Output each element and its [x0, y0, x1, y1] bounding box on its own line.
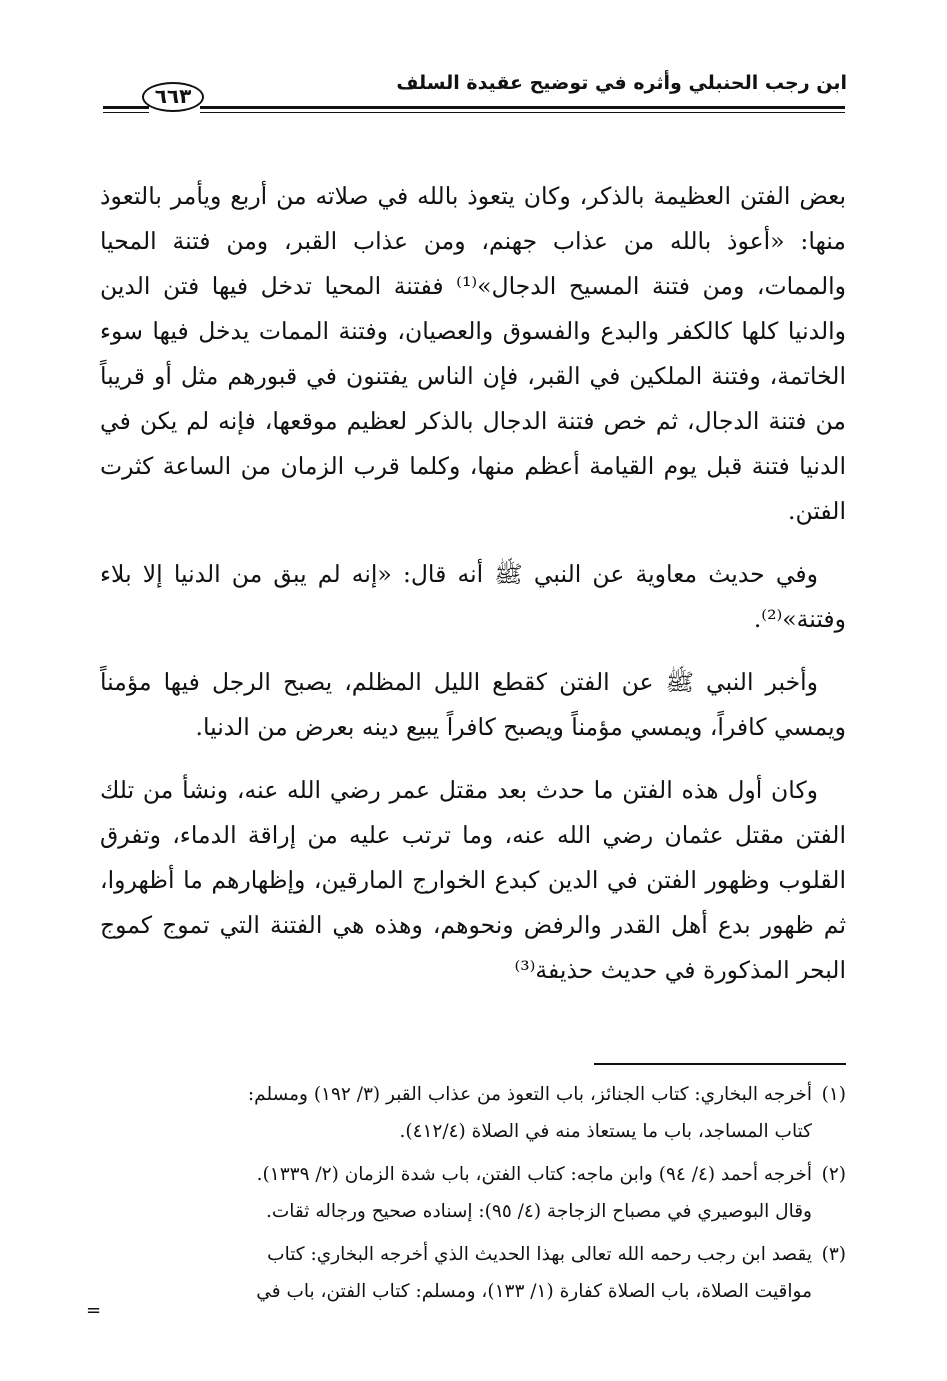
footnote-2 [100, 1156, 846, 1230]
main-text [100, 174, 846, 1011]
paragraph-3: وأخبر النبي ﷺ عن الفتن كقطع الليل المظلم، يصبح الرجل فيها مؤمناً ويمسي كافراً، ويمسي مؤمناً ويصبح كافراً يبيع دينه بعرض من الدنيا. [100, 668, 846, 741]
footnote-line: وقال البوصيري في مصباح الزجاجة (٤/ ٩٥): إسناده صحيح ورجاله ثقات. [266, 1201, 812, 1222]
footnote-text [100, 1236, 812, 1310]
footnote-line: أخرجه البخاري: كتاب الجنائز، باب التعوذ من عذاب القبر (٣/ ١٩٢) ومسلم: [247, 1084, 812, 1105]
footnote-number: (٢) [821, 1164, 846, 1185]
header-rule-left [103, 106, 149, 113]
footnote-text [100, 1156, 812, 1230]
footnote-3 [100, 1236, 846, 1310]
paragraph-1: بعض الفتن العظيمة بالذكر، وكان يتعوذ بالله في صلاته من أربع ويأمر بالتعوذ منها: «أعوذ بالله من عذاب جهنم، ومن عذاب القبر، ومن فتنة المحيا والممات، ومن فتنة المسيح الدجال»⁽¹⁾ ففتنة المحيا تدخل فيها فتن الدين والدنيا كلها كالكفر والبدع والفسوق والعصيان، وفتنة الممات يدخل فيها سوء الخاتمة، وفتنة الملكين في القبر، فإن الناس يفتنون في قبورهم مثل أو قريباً من فتنة الدجال، ثم خص فتنة الدجال بالذكر لعظيم موقعها، فإنه لم يكن في الدنيا فتنة قبل يوم القيامة أعظم منها، وكلما قرب الزمان من الساعة كثرت الفتن. [100, 182, 847, 525]
footnote-line: كتاب المساجد، باب ما يستعاذ منه في الصلاة (٤١٢/٤). [399, 1121, 812, 1142]
footnote-number: (١) [821, 1084, 846, 1105]
running-title: ابن رجب الحنبلي وأثره في توضيح عقيدة السلف [396, 72, 847, 94]
page-number: ٦٦٣ [142, 82, 204, 112]
paragraph-2: وفي حديث معاوية عن النبي ﷺ أنه قال: «إنه لم يبق من الدنيا إلا بلاء وفتنة»⁽²⁾. [100, 560, 846, 633]
paragraph-4: وكان أول هذه الفتن ما حدث بعد مقتل عمر رضي الله عنه، ونشأ من تلك الفتن مقتل عثمان رضي الله عنه، وما ترتب عليه من إراقة الدماء، وتفرق القلوب وظهور الفتن في الدين كبدع الخوارج المارقين، وإظهارهم ما أظهروا، ثم ظهور بدع أهل القدر والرفض ونحوهم، وهذه هي الفتنة التي تموج كموج البحر المذكورة في حديث حذيفة⁽³⁾ [100, 776, 846, 984]
footnotes [100, 1076, 846, 1316]
footnote-line: مواقيت الصلاة، باب الصلاة كفارة (١/ ١٣٣)، ومسلم: كتاب الفتن، باب في [256, 1281, 812, 1302]
footnote-text [100, 1076, 812, 1150]
footnote-separator [594, 1063, 846, 1065]
footnote-number: (٣) [821, 1244, 846, 1265]
continuation-mark: = [86, 1300, 102, 1321]
footnote-1 [100, 1076, 846, 1150]
header-rule [200, 106, 845, 113]
footnote-line: يقصد ابن رجب رحمه الله تعالى بهذا الحديث الذي أخرجه البخاري: كتاب [267, 1244, 812, 1265]
footnote-line: أخرجه أحمد (٤/ ٩٤) وابن ماجه: كتاب الفتن، باب شدة الزمان (٢/ ١٣٣٩). [256, 1164, 812, 1185]
